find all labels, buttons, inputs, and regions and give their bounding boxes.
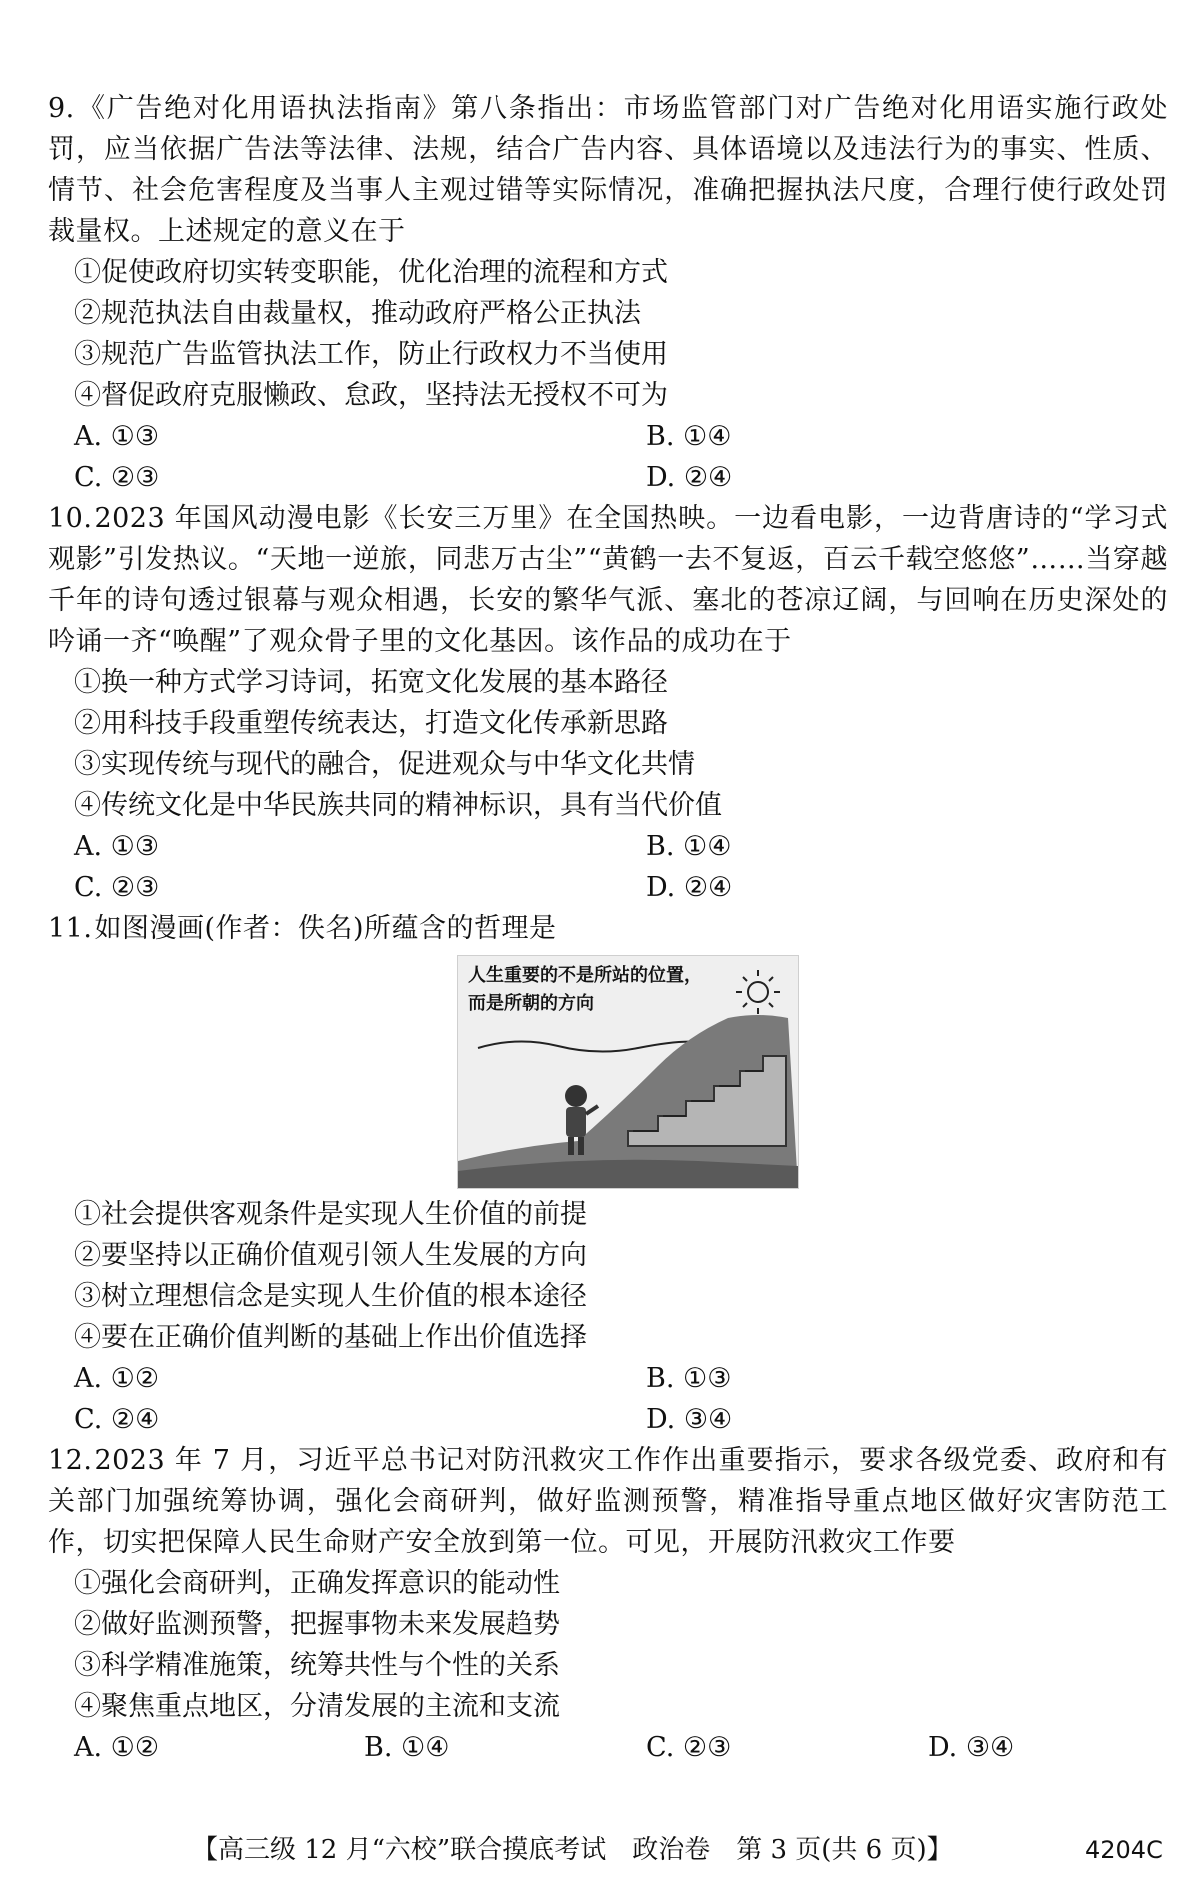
question-10-choice-d: D. ②④ bbox=[646, 872, 733, 903]
footer-paper-code: 4204C bbox=[1085, 1836, 1163, 1864]
comic-drawing bbox=[458, 956, 798, 1188]
horizon-line bbox=[478, 1041, 698, 1051]
question-9-stem bbox=[48, 88, 1168, 252]
question-10-choice-a: A. ①③ bbox=[74, 831, 160, 862]
sun-icon bbox=[736, 970, 780, 1014]
page-footer bbox=[0, 1828, 1200, 1872]
comic-caption-line-1: 人生重要的不是所站的位置， bbox=[468, 965, 702, 986]
question-11-stem bbox=[48, 908, 1168, 949]
question-12-choice-c: C. ②③ bbox=[646, 1732, 732, 1763]
comic-illustration bbox=[457, 955, 799, 1189]
question-11-choice-d: D. ③④ bbox=[646, 1404, 733, 1435]
question-10-text: 2023 年国风动漫电影《长安三万里》在全国热映。一边看电影，一边背唐诗的“学习式观影”引发热议。“天地一逆旅，同悲万古尘”“黄鹤一去不复返，百云千载空悠悠”……当穿越千年的诗句透过银幕与观众相遇，长安的繁华气派、塞北的苍凉辽阔，与回响在历史深处的吟诵一齐“唤醒”了观众骨子里的文化基因。该作品的成功在于 bbox=[48, 503, 1168, 657]
question-10-option-2: ②用科技手段重塑传统表达，打造文化传承新思路 bbox=[74, 708, 668, 739]
footer-exam-info: 【高三级 12 月“六校”联合摸底考试 政治卷 第 3 页(共 6 页)】 bbox=[192, 1835, 953, 1865]
question-11-number: 11. bbox=[48, 913, 93, 944]
question-9-choice-b: B. ①④ bbox=[646, 421, 732, 452]
question-9-option-3: ③规范广告监管执法工作，防止行政权力不当使用 bbox=[74, 339, 668, 370]
question-12-number: 12. bbox=[48, 1445, 93, 1476]
question-12-choice-d: D. ③④ bbox=[928, 1732, 1015, 1763]
question-11-option-1: ①社会提供客观条件是实现人生价值的前提 bbox=[74, 1199, 587, 1230]
question-12-stem bbox=[48, 1440, 1168, 1563]
question-10-choice-c: C. ②③ bbox=[74, 872, 160, 903]
question-11-text: 如图漫画(作者：佚名)所蕴含的哲理是 bbox=[94, 913, 557, 944]
question-9-choice-a: A. ①③ bbox=[74, 421, 160, 452]
question-9-choice-c: C. ②③ bbox=[74, 462, 160, 493]
comic-caption-line-2: 而是所朝的方向 bbox=[468, 993, 594, 1014]
question-11-option-4: ④要在正确价值判断的基础上作出价值选择 bbox=[74, 1322, 587, 1353]
question-9-option-4: ④督促政府克服懒政、怠政，坚持法无授权不可为 bbox=[74, 380, 668, 411]
question-11-choice-a: A. ①② bbox=[74, 1363, 160, 1394]
question-12-option-1: ①强化会商研判，正确发挥意识的能动性 bbox=[74, 1568, 560, 1599]
question-9-text: 《广告绝对化用语执法指南》第八条指出：市场监管部门对广告绝对化用语实施行政处罚，应当依据广告法等法律、法规，结合广告内容、具体语境以及违法行为的事实、性质、情节、社会危害程度及当事人主观过错等实际情况，准确把握执法尺度，合理行使行政处罚裁量权。上述规定的意义在于 bbox=[48, 93, 1168, 247]
question-12-text: 2023 年 7 月，习近平总书记对防汛救灾工作作出重要指示，要求各级党委、政府和有关部门加强统筹协调，强化会商研判，做好监测预警，精准指导重点地区做好灾害防范工作，切实把保障人民生命财产安全放到第一位。可见，开展防汛救灾工作要 bbox=[48, 1445, 1168, 1558]
question-10-option-3: ③实现传统与现代的融合，促进观众与中华文化共情 bbox=[74, 749, 695, 780]
question-9-number: 9. bbox=[48, 93, 75, 124]
question-10-option-4: ④传统文化是中华民族共同的精神标识，具有当代价值 bbox=[74, 790, 722, 821]
question-9-option-1: ①促使政府切实转变职能，优化治理的流程和方式 bbox=[74, 257, 668, 288]
question-11-choice-c: C. ②④ bbox=[74, 1404, 160, 1435]
question-12-option-2: ②做好监测预警，把握事物未来发展趋势 bbox=[74, 1609, 560, 1640]
question-9-choice-d: D. ②④ bbox=[646, 462, 733, 493]
question-12-choice-b: B. ①④ bbox=[364, 1732, 450, 1763]
question-10-option-1: ①换一种方式学习诗词，拓宽文化发展的基本路径 bbox=[74, 667, 668, 698]
question-9-option-2: ②规范执法自由裁量权，推动政府严格公正执法 bbox=[74, 298, 641, 329]
question-12-option-3: ③科学精准施策，统筹共性与个性的关系 bbox=[74, 1650, 560, 1681]
question-12-choice-a: A. ①② bbox=[74, 1732, 160, 1763]
question-12-option-4: ④聚焦重点地区，分清发展的主流和支流 bbox=[74, 1691, 560, 1722]
question-11-choice-b: B. ①③ bbox=[646, 1363, 732, 1394]
question-10-stem bbox=[48, 498, 1168, 662]
question-11-option-2: ②要坚持以正确价值观引领人生发展的方向 bbox=[74, 1240, 587, 1271]
question-11-option-3: ③树立理想信念是实现人生价值的根本途径 bbox=[74, 1281, 587, 1312]
question-10-choice-b: B. ①④ bbox=[646, 831, 732, 862]
question-10-number: 10. bbox=[48, 503, 93, 534]
